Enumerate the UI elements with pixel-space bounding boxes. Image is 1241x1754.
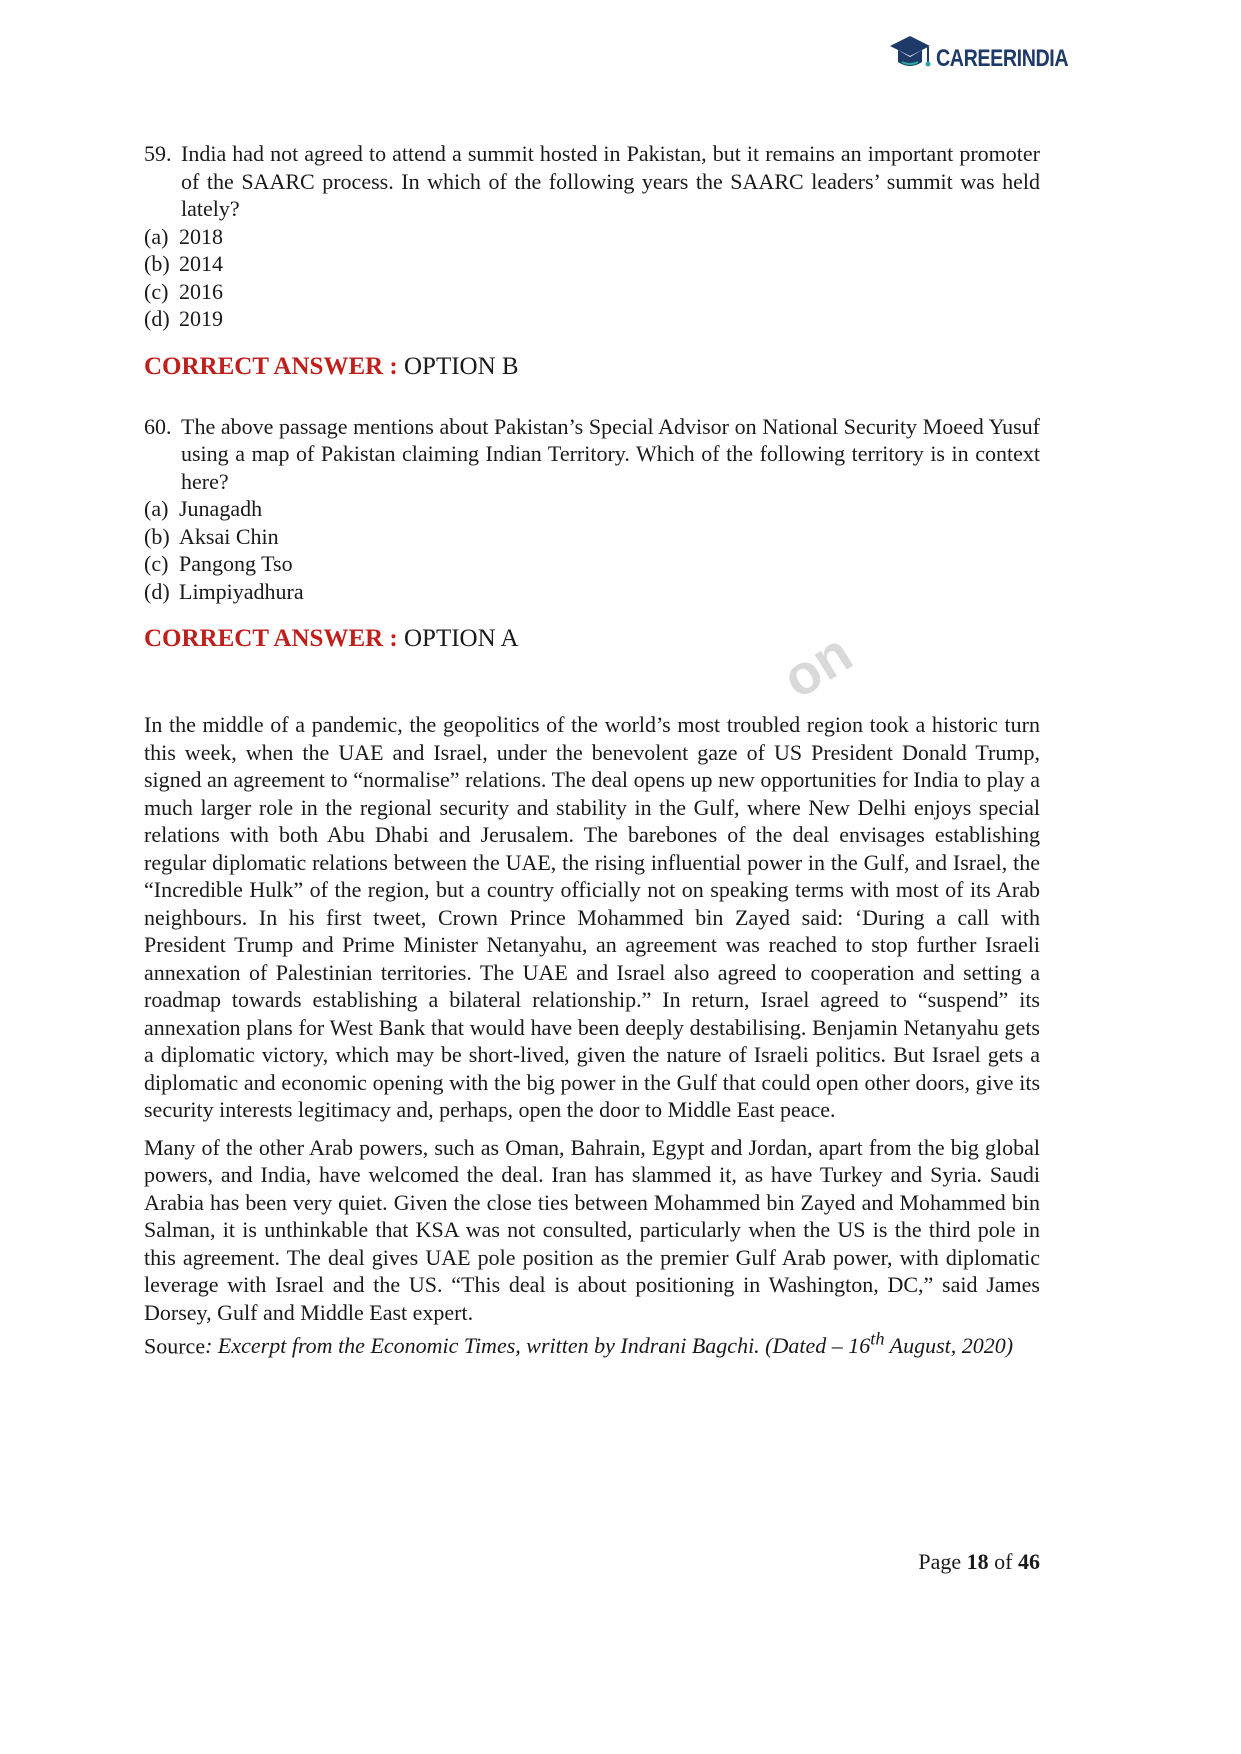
source-label: Source: [144, 1333, 206, 1359]
page-content: [144, 140, 1040, 1360]
option-text: 2014: [179, 251, 223, 276]
question-text: India had not agreed to attend a summit hosted in Pakistan, but it remains an important promoter of the SAARC process. In which of the following years the SAARC leaders’ summit was held lately?: [181, 141, 1040, 221]
careerindia-logo: [888, 32, 1097, 76]
source-tail: August, 2020): [884, 1333, 1014, 1359]
option-text: 2019: [179, 306, 223, 331]
question-text: The above passage mentions about Pakistan’s Special Advisor on National Security Moeed Yusuf using a map of Pakistan claiming Indian Territory. Which of the following territory is in context here?: [181, 413, 1040, 494]
option-item: [144, 305, 1040, 333]
option-item: [144, 578, 1040, 606]
correct-answer: [144, 351, 1040, 383]
source-citation: [144, 1326, 1040, 1360]
correct-answer: [144, 623, 1040, 655]
correct-answer-label: CORRECT ANSWER :: [144, 352, 398, 380]
logo-text: CAREERINDIA: [936, 45, 1069, 72]
option-letter: (d): [144, 578, 170, 604]
option-text: Pangong Tso: [179, 551, 293, 576]
passage-paragraph: In the middle of a pandemic, the geopolitics of the world’s most troubled region took a historic turn this week, when the UAE and Israel, under the benevolent gaze of US President Donald Trump, signed an agreement to “normalise” relations. The deal opens up new opportunities for India to play a much larger role in the regional security and stability in the Gulf, where New Delhi enjoys special relations with both Abu Dhabi and Jerusalem. The barebones of the deal envisages establishing regular diplomatic relations between the UAE, the rising influential power in the Gulf, and Israel, the “Incredible Hulk” of the region, but a country officially not on speaking terms with most of its Arab neighbours. In his first tweet, Crown Prince Mohammed bin Zayed said: ‘During a call with President Trump and Prime Minister Netanyahu, an agreement was reached to stop further Israeli annexation of Palestinian territories. The UAE and Israel also agreed to cooperation and setting a roadmap towards establishing a bilateral relationship.” In return, Israel agreed to “suspend” its annexation plans for West Bank that would have been deeply destabilising. Benjamin Netanyahu gets a diplomatic victory, which may be short-lived, given the nature of Israeli politics. But Israel gets a diplomatic and economic opening with the big power in the Gulf that could open other doors, give its security interests legitimacy and, perhaps, open the door to Middle East peace.: [144, 712, 1040, 1122]
option-text: Junagadh: [179, 496, 263, 521]
option-text: 2018: [179, 223, 223, 249]
option-letter: (b): [144, 251, 170, 276]
option-letter: (d): [144, 306, 170, 331]
source-superscript: th: [870, 1329, 885, 1349]
question-59: [144, 140, 1040, 223]
option-text: Aksai Chin: [179, 523, 279, 549]
page-number: [918, 1549, 1040, 1575]
question-number: 59.: [144, 141, 172, 166]
option-item: [144, 223, 1040, 251]
graduation-cap-icon: [888, 32, 932, 76]
watermark-text: on: [771, 620, 863, 711]
option-item: [144, 278, 1040, 306]
page-of-label: of: [994, 1549, 1013, 1574]
correct-answer-value: OPTION A: [404, 625, 519, 652]
option-item: [144, 550, 1040, 578]
correct-answer-label: CORRECT ANSWER :: [144, 625, 398, 652]
options-list: [144, 223, 1040, 333]
option-text: Limpiyadhura: [179, 578, 304, 604]
option-item: [144, 523, 1040, 551]
option-item: [144, 250, 1040, 278]
page-prefix: Page: [918, 1549, 962, 1574]
option-letter: (b): [144, 523, 170, 549]
option-letter: (a): [144, 496, 169, 521]
question-number: 60.: [144, 413, 172, 439]
correct-answer-value: OPTION B: [404, 352, 519, 380]
option-letter: (c): [144, 278, 169, 304]
passage-paragraph: Many of the other Arab powers, such as Oman, Bahrain, Egypt and Jordan, apart from the big global powers, and India, have welcomed the deal. Iran has slammed it, as have Turkey and Syria. Saudi Arabia has been very quiet. Given the close ties between Mohammed bin Zayed and Mohammed bin Salman, it is unthinkable that KSA was not consulted, particularly when the US is the third pole in this agreement. The deal gives UAE pole position as the premier Gulf Arab power, with diplomatic leverage with Israel and the US. “This deal is about positioning in Washington, DC,” said James Dorsey, Gulf and Middle East expert.: [144, 1134, 1040, 1325]
option-letter: (a): [144, 223, 169, 249]
options-list: [144, 495, 1040, 605]
current-page: 18: [966, 1549, 989, 1574]
option-text: 2016: [179, 278, 223, 304]
total-pages: 46: [1018, 1549, 1040, 1574]
passage: [144, 711, 1040, 1360]
option-item: [144, 495, 1040, 523]
option-letter: (c): [144, 551, 169, 576]
source-text: : Excerpt from the Economic Times, written by Indrani Bagchi. (Dated – 16: [205, 1333, 871, 1359]
question-60: [144, 413, 1040, 496]
